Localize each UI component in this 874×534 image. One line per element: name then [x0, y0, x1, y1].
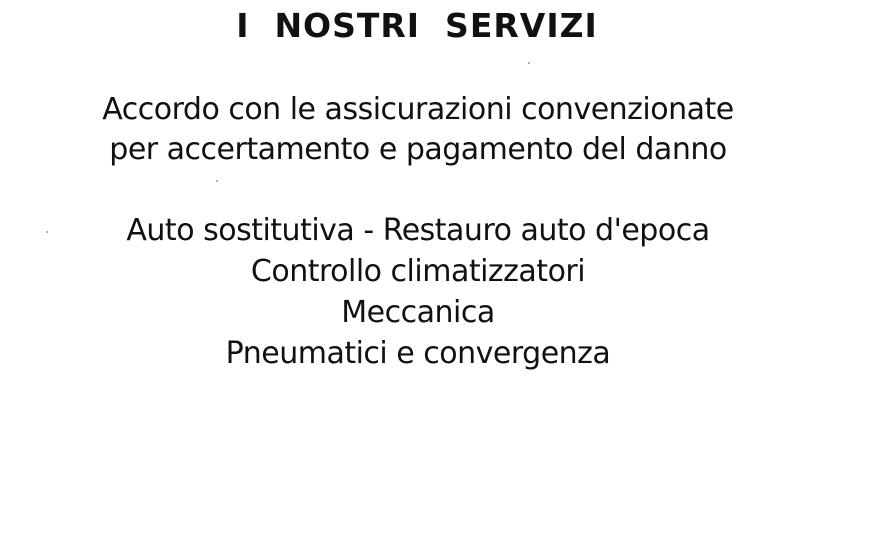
- service-item-climatizzatori: Controllo climatizzatori: [250, 254, 586, 289]
- insurance-agreement-text: [0, 90, 836, 170]
- scan-speck: [46, 231, 48, 233]
- service-item-auto-sostitutiva: Auto sostitutiva - Restauro auto d'epoca: [126, 213, 710, 248]
- service-item-pneumatici: Pneumatici e convergenza: [225, 336, 611, 371]
- page-title: I NOSTRI SERVIZI: [236, 6, 598, 45]
- scan-speck: [216, 180, 218, 182]
- service-item-meccanica: Meccanica: [341, 295, 495, 330]
- intro-line-1: Accordo con le assicurazioni convenzionate: [102, 92, 734, 127]
- intro-line-2: per accertamento e pagamento del danno: [109, 132, 727, 167]
- scan-speck: [528, 62, 530, 64]
- services-list: [0, 210, 836, 374]
